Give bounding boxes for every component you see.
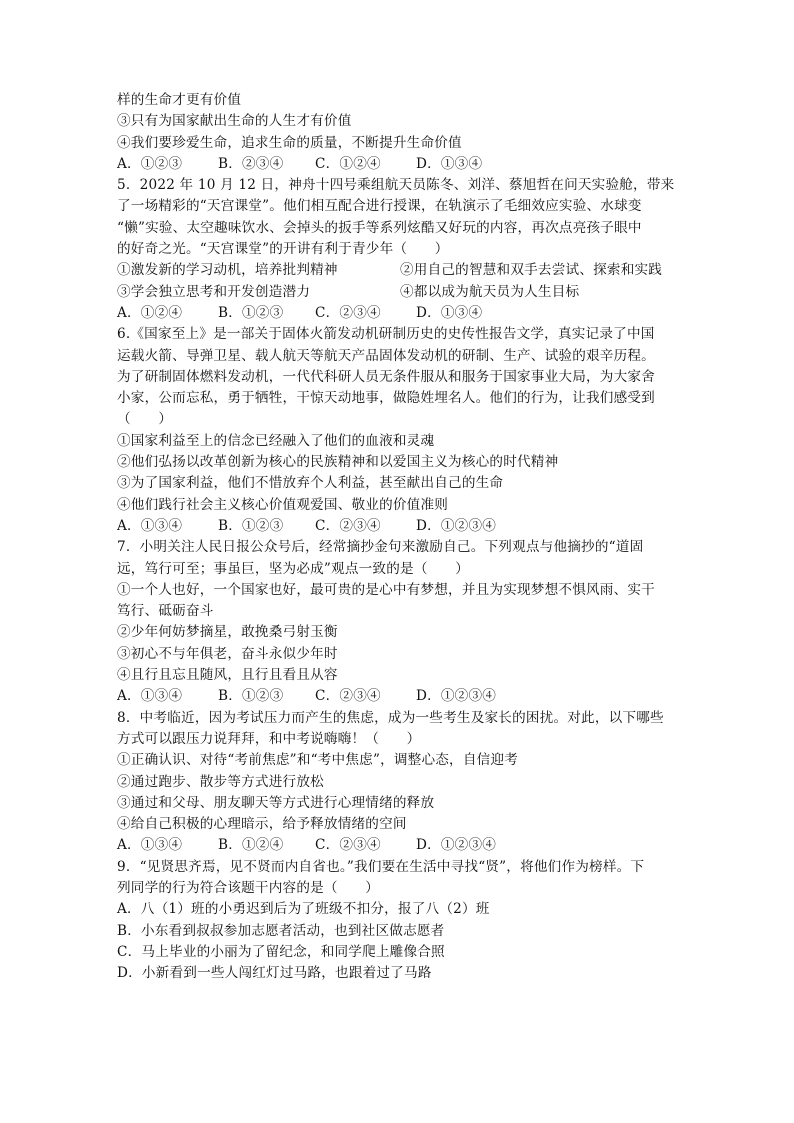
q6-statement-1: ①国家利益至上的信念已经融入了他们的血液和灵魂 <box>117 432 435 449</box>
q7-statement-4: ④且行且忘且随风，且行且看且从容 <box>117 667 338 684</box>
q5-option-b[interactable]: B．①②③ <box>218 304 284 321</box>
q9-option-d[interactable]: D．小新看到一些人闯红灯过马路，也跟着过了马路 <box>117 965 432 982</box>
q6-stem-line-4: 小家，公而忘私，勇于牺牲，干惊天动地事，做隐姓埋名人。他们的行为，让我们感受到 <box>117 390 655 407</box>
q7-option-c[interactable]: C．②③④ <box>315 688 381 705</box>
q6-option-c[interactable]: C．②③④ <box>315 517 381 534</box>
q9-stem-line-1: 9．“见贤思齐焉，见不贤而内自省也。”我们要在生活中寻找“贤”，将他们作为榜样。下 <box>117 858 645 875</box>
q7-stem-line-2: 远，笃行可至；事虽巨，坚为必成”观点一致的是（ ） <box>117 560 469 577</box>
exam-page <box>117 90 677 984</box>
q9-option-b[interactable]: B．小东看到叔叔参加志愿者活动，也到社区做志愿者 <box>117 922 445 939</box>
q6-stem-line-1: 6.《国家至上》是一部关于固体火箭发动机研制历史的史传性报告文学，真实记录了中国 <box>117 326 655 343</box>
q4-statement-3: ③只有为国家献出生命的人生才有价值 <box>117 113 352 130</box>
q8-statement-3: ③通过和父母、朋友聊天等方式进行心理情绪的释放 <box>117 794 435 811</box>
q6-options <box>117 516 677 537</box>
q8-statement-1: ①正确认识、对待“考前焦虑”和“考中焦虑”，调整心态，自信迎考 <box>117 752 519 769</box>
q5-statement-4: ④都以成为航天员为人生目标 <box>400 283 580 300</box>
q5-options <box>117 303 677 324</box>
q6-statement-3: ③为了国家利益，他们不惜放弃个人利益，甚至献出自己的生命 <box>117 475 504 492</box>
q4-option-c[interactable]: C．①②④ <box>315 155 381 172</box>
q5-option-a[interactable]: A．①②④ <box>117 304 183 321</box>
q6-stem-line-3: 为了研制固体燃料发动机，一代代科研人员无条件服从和服务于国家事业大局，为大家舍 <box>117 368 655 385</box>
q5-stem-line-4: 的好奇之光。“天宫课堂”的开讲有利于青少年（ ） <box>117 241 449 258</box>
q8-statement-4: ④给自己积极的心理暗示，给予释放情绪的空间 <box>117 816 407 833</box>
q7-statement-1b: 笃行、砥砺奋斗 <box>117 603 214 620</box>
question-5 <box>117 175 677 324</box>
q6-stem-line-5: （ ） <box>117 411 173 428</box>
q7-option-d[interactable]: D．①②③④ <box>416 688 497 705</box>
question-6 <box>117 324 677 537</box>
q5-stem-line-1: 5．2022 年 10 月 12 日，神舟十四号乘组航天员陈冬、刘洋、蔡旭哲在问天实验舱，带来 <box>117 177 675 194</box>
q7-options <box>117 686 677 707</box>
q7-option-a[interactable]: A．①③④ <box>117 688 183 705</box>
q8-stem-line-1: 8．中考临近，因为考试压力而产生的焦虑，成为一些考生及家长的困扰。对此，以下哪些 <box>117 709 664 726</box>
q7-statement-3: ③初心不与年俱老，奋斗永似少年时 <box>117 645 338 662</box>
q9-option-c[interactable]: C．马上毕业的小丽为了留纪念，和同学爬上雕像合照 <box>117 943 445 960</box>
q8-option-c[interactable]: C．②③④ <box>315 837 381 854</box>
q9-stem-line-2: 列同学的行为符合该题干内容的是（ ） <box>117 879 380 896</box>
q5-stem-line-3: “懒”实验、太空趣味饮水、会掉头的扳手等系列炫酷又好玩的内容，再次点亮孩子眼中 <box>117 219 642 236</box>
q6-option-d[interactable]: D．①②③④ <box>416 517 497 534</box>
q7-stem-line-1: 7．小明关注人民日报公众号后，经常摘抄金句来激励自己。下列观点与他摘抄的“道固 <box>117 539 644 556</box>
q6-statement-2: ②他们弘扬以改革创新为核心的民族精神和以爱国主义为核心的时代精神 <box>117 454 559 471</box>
q5-statement-1: ①激发新的学习动机，培养批判精神 <box>117 262 338 279</box>
q8-stem-line-2: 方式可以跟压力说拜拜，和中考说嗨嗨！（ ） <box>117 730 421 747</box>
q6-statement-4: ④他们践行社会主义核心价值观爱国、敬业的价值准则 <box>117 496 449 513</box>
q4-continued-line: 样的生命才更有价值 <box>117 92 242 108</box>
q8-options <box>117 835 677 856</box>
q4-option-d[interactable]: D．①③④ <box>416 155 483 172</box>
q4-option-a[interactable]: A．①②③ <box>117 155 183 172</box>
q8-option-d[interactable]: D．①②③④ <box>416 837 497 854</box>
q5-option-d[interactable]: D．①③④ <box>416 304 483 321</box>
question-7 <box>117 537 677 707</box>
q6-option-b[interactable]: B．①②③ <box>218 517 284 534</box>
q5-statements-row-2 <box>117 282 677 303</box>
q4-option-b[interactable]: B．②③④ <box>218 155 284 172</box>
q9-option-a[interactable]: A．八（1）班的小勇迟到后为了班级不扣分，报了八（2）班 <box>117 901 490 918</box>
q6-stem-line-2: 运载火箭、导弹卫星、载人航天等航天产品固体发动机的研制、生产、试验的艰辛历程。 <box>117 347 655 364</box>
q8-statement-2: ②通过跑步、散步等方式进行放松 <box>117 773 324 790</box>
q4-statement-4: ④我们要珍爱生命，追求生命的质量，不断提升生命价值 <box>117 134 462 151</box>
question-8 <box>117 708 677 857</box>
q7-option-b[interactable]: B．①②③ <box>218 688 284 705</box>
q4-options <box>117 154 677 175</box>
q7-statement-2: ②少年何妨梦摘星，敢挽桑弓射玉衡 <box>117 624 338 641</box>
question-9 <box>117 857 677 985</box>
q5-option-c[interactable]: C．②③④ <box>315 304 381 321</box>
q8-option-b[interactable]: B．①②④ <box>218 837 284 854</box>
q5-statement-3: ③学会独立思考和开发创造潜力 <box>117 283 311 300</box>
q8-option-a[interactable]: A．①③④ <box>117 837 183 854</box>
q7-statement-1a: ①一个人也好，一个国家也好，最可贵的是心中有梦想，并且为实现梦想不惧风雨、实干 <box>117 581 655 598</box>
q5-stem-line-2: 了一场精彩的“天宫课堂”。他们相互配合进行授课，在轨演示了毛细效应实验、水球变 <box>117 198 642 215</box>
question-4-tail <box>117 90 677 175</box>
q5-statements-row-1 <box>117 260 677 281</box>
q6-option-a[interactable]: A．①③④ <box>117 517 183 534</box>
q5-statement-2: ②用自己的智慧和双手去尝试、探索和实践 <box>400 262 663 279</box>
